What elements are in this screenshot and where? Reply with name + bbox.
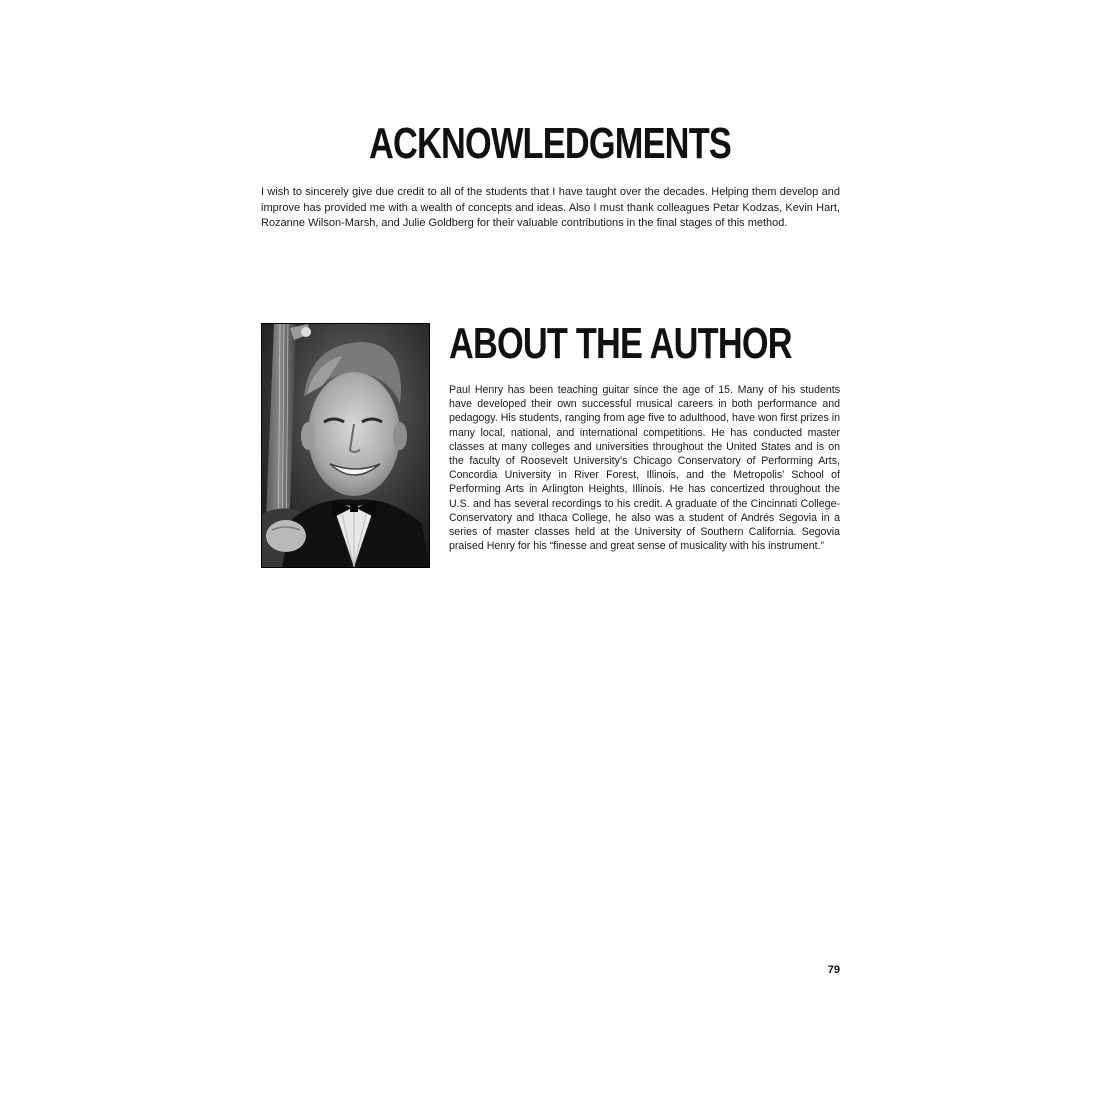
acknowledgments-heading: ACKNOWLEDGMENTS — [369, 119, 731, 168]
about-author-text: Paul Henry has been teaching guitar since the age of 15. Many of his students have developed their own successful musical careers in both performance and pedagogy. His students, ranging from age five to adulthood, have won first prizes in many local, national, and international competitions. He has conducted master classes at many colleges and universities throughout the United States and is on the faculty of Roosevelt University’s Chicago Conservatory of Performing Arts, Concordia University in River Forest, Illinois, and the Metropolis’ School of Performing Arts in Arlington Heights, Illinois. He has concertized throughout the U.S. and has several recordings to his credit. A graduate of the Cincinnati College-Conservatory and Ithaca College, he also was a student of Andrés Segovia in a series of master classes held at the University of Southern California. Segovia praised Henry for his “finesse and great sense of musicality with his instrument.” — [449, 384, 840, 553]
author-portrait-image — [262, 324, 429, 567]
author-photo — [261, 323, 430, 568]
page-number: 79 — [827, 964, 840, 976]
about-author-heading: ABOUT THE AUTHOR — [449, 319, 792, 368]
acknowledgments-text: I wish to sincerely give due credit to all of the students that I have taught over the decades. Helping them develop and improve has provided me with a wealth of concepts and ideas. Also I must thank colleagues Petar Kodzas, Kevin Hart, Rozanne Wilson-Marsh, and Julie Goldberg for their valuable contributions in the final stages of this method. — [261, 186, 840, 229]
